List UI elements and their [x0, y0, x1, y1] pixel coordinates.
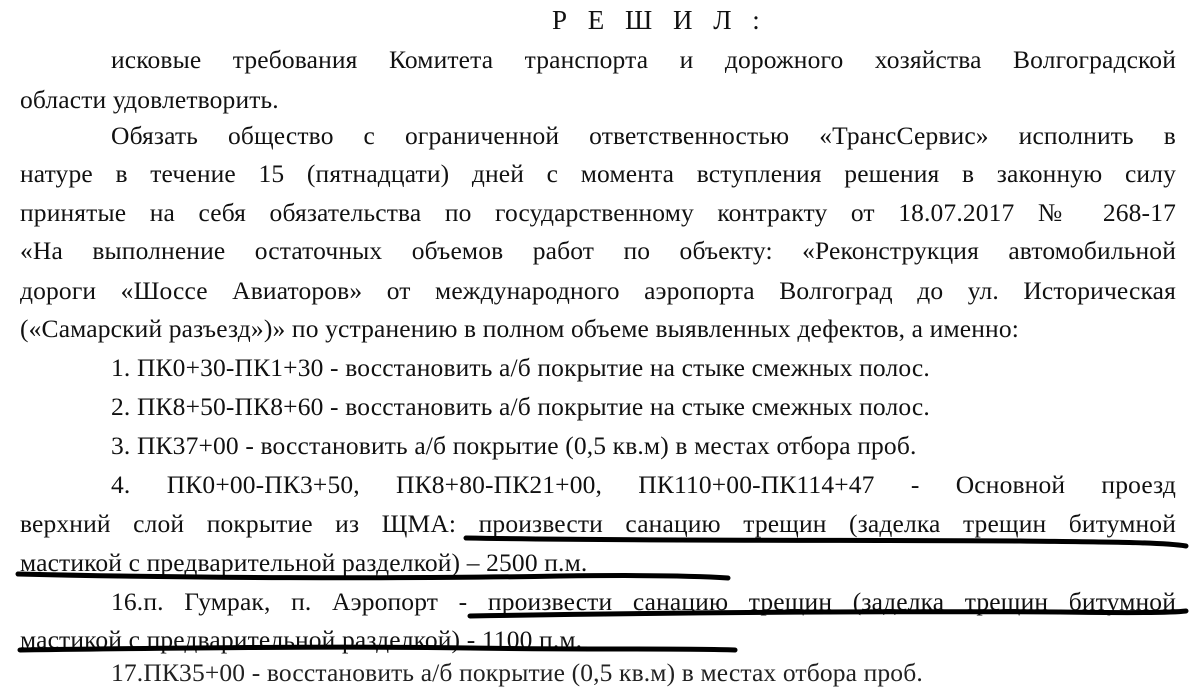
- paragraph-line: дороги «Шоссе Авиаторов» от международного аэропорта Волгоград до ул. Историческая: [20, 276, 1176, 305]
- paragraph-line: принятые на себя обязательства по государственному контракту от 18.07.2017 № 268-17: [20, 198, 1176, 227]
- list-item: 16.п. Гумрак, п. Аэропорт - произвести санацию трещин (заделка трещин битумной: [111, 587, 1176, 616]
- paragraph-line: области удовлетворить.: [20, 85, 279, 114]
- paragraph-line: («Самарский разъезд»)» по устранению в полном объеме выявленных дефектов, а именно:: [20, 314, 1019, 343]
- paragraph-line: исковые требования Комитета транспорта и дорожного хозяйства Волгоградской: [111, 45, 1176, 74]
- decision-heading: Р Е Ш И Л :: [552, 5, 767, 35]
- list-item: 17.ПК35+00 - восстановить а/б покрытие (0,5 кв.м) в местах отбора проб.: [111, 658, 923, 687]
- list-item: 1. ПК0+30-ПК1+30 - восстановить а/б покрытие на стыке смежных полос.: [111, 353, 930, 382]
- list-item: 3. ПК37+00 - восстановить а/б покрытие (0,5 кв.м) в местах отбора проб.: [111, 431, 917, 460]
- list-item-continuation: мастикой с предварительной разделкой) - 1100 п.м.: [20, 625, 583, 654]
- list-item-continuation: мастикой с предварительной разделкой) – 2500 п.м.: [20, 548, 588, 577]
- paragraph-line: «На выполнение остаточных объемов работ по объекту: «Реконструкция автомобильной: [20, 236, 1176, 265]
- list-item: 4. ПК0+00-ПК3+50, ПК8+80-ПК21+00, ПК110+00-ПК114+47 - Основной проезд: [111, 470, 1176, 499]
- list-item: 2. ПК8+50-ПК8+60 - восстановить а/б покрытие на стыке смежных полос.: [111, 392, 930, 421]
- list-item-continuation: верхний слой покрытие из ЩМА: произвести санацию трещин (заделка трещин битумной: [20, 509, 1176, 538]
- paragraph-line: Обязать общество с ограниченной ответственностью «ТрансСервис» исполнить в: [111, 121, 1176, 150]
- paragraph-line: натуре в течение 15 (пятнадцати) дней с момента вступления решения в законную силу: [20, 159, 1176, 188]
